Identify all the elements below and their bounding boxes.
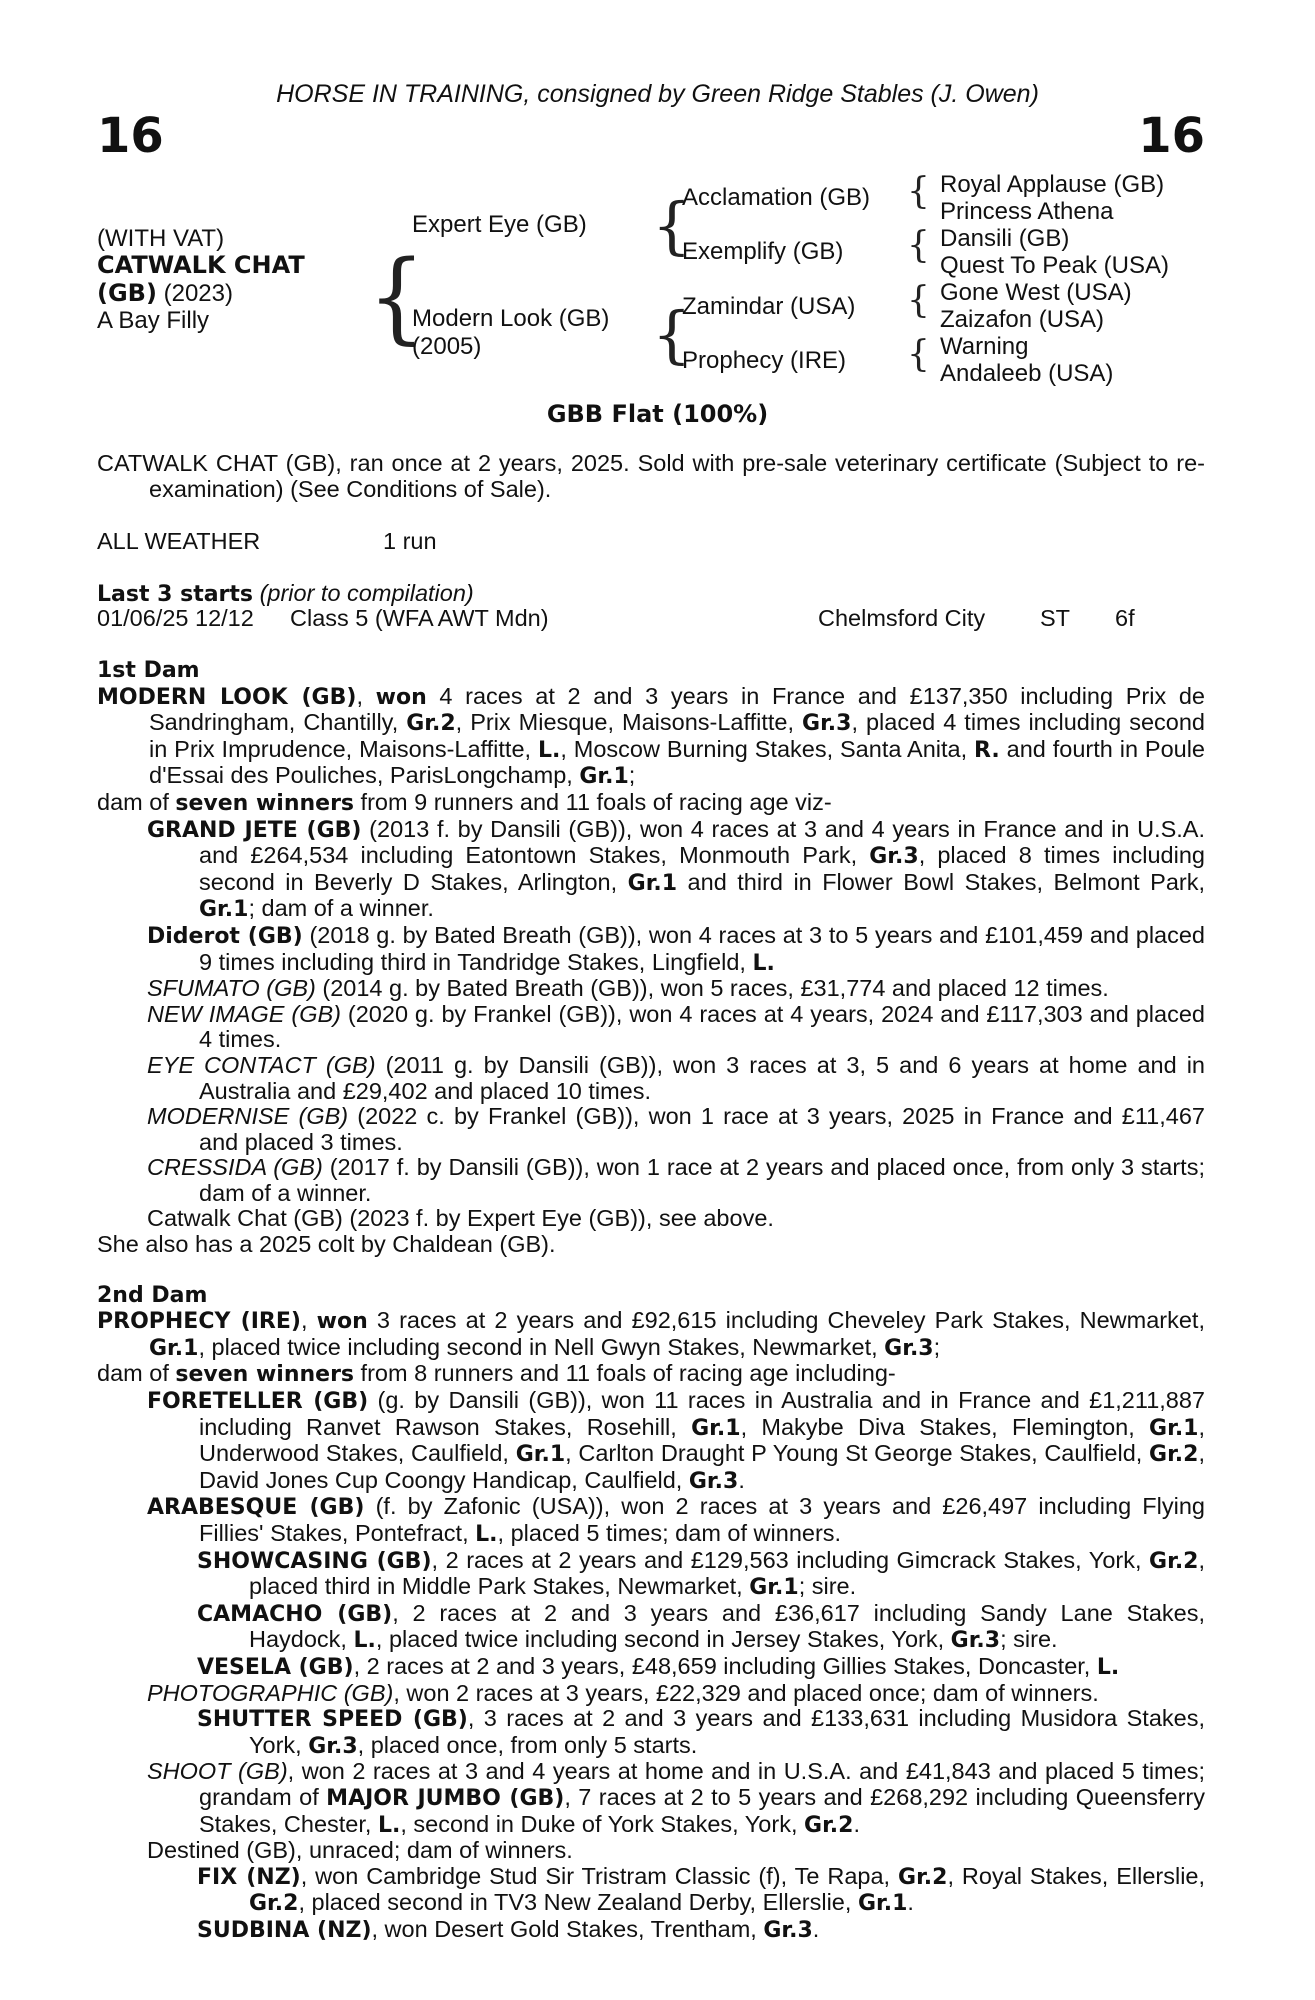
last-starts-heading: Last 3 starts (prior to compilation) (97, 580, 474, 607)
second-dam-grandfoal: SHOWCASING (GB), 2 races at 2 years and £129,563 including Gimcrack Stakes, York, Gr.2, placed third in Middle Park Stakes, Newmarket, Gr.1; sire. (197, 1546, 1206, 1601)
second-dam-record: PROPHECY (IRE), won 3 races at 2 years and £92,615 including Cheveley Park Stakes, Newmarket, Gr.1, placed twice including second in Nell Gwyn Stakes, Newmarket, Gr.3; (97, 1307, 1205, 1361)
first-dam-record: MODERN LOOK (GB), won 4 races at 2 and 3 years in France and £137,350 including Prix de Sandringham, Chantilly, Gr.2, Prix Miesque, Maisons-Laffitte, Gr.3, placed 4 times including second in Prix Imprudence, Maisons-Laffitte, L., Moscow Burning Stakes, Santa Anita, R. and fourth in Poule d'Essai des Pouliches, ParisLongchamp, Gr.1; (97, 682, 1206, 790)
second-dam-grandfoal: SHUTTER SPEED (GB), 3 races at 2 and 3 years and £133,631 including Musidora Stakes, York, Gr.3, placed once, from only 5 starts. (197, 1705, 1205, 1759)
first-dam-produce-summary: dam of seven winners from 9 runners and 11 foals of racing age viz- (97, 788, 832, 816)
second-dam-foal: ARABESQUE (GB) (f. by Zafonic (USA)), won 2 races at 3 years and £26,497 including Flying Fillies' Stakes, Pontefract, L., placed 5 times; dam of winners. (147, 1493, 1205, 1547)
first-dam-foal: GRAND JETE (GB) (2013 f. by Dansili (GB)), won 4 races at 3 and 4 years in France and in U.S.A. and £264,534 including Eatontown Stakes, Monmouth Park, Gr.3, placed 8 times including second in Beverly D Stakes, Arlington, Gr.1 and third in Flower Bowl Stakes, Belmont Park, Gr.1; dam of a winner. (147, 815, 1205, 923)
first-dam-foal: MODERNISE (GB) (2022 c. by Frankel (GB)), won 1 race at 3 years, 2025 in France and £11,467 and placed 3 times. (147, 1103, 1205, 1155)
pedigree-brace-sire: { (652, 189, 692, 262)
pedigree-brace-g3-2: { (907, 225, 930, 266)
pedigree-dam: Modern Look (GB) (412, 305, 610, 332)
pedigree-gen3-4: Quest To Peak (USA) (940, 252, 1169, 279)
second-dam-foal: PHOTOGRAPHIC (GB), won 2 races at 3 years, £22,329 and placed once; dam of winners. (147, 1679, 1099, 1706)
race-summary: CATWALK CHAT (GB), ran once at 2 years, 2025. Sold with pre-sale veterinary certificate (Subject to re-examination) (See Conditions of Sale). (97, 450, 1205, 502)
last-start-date: 01/06/25 12/12 (97, 605, 254, 631)
first-dam-also: She also has a 2025 colt by Chaldean (GB). (97, 1231, 556, 1258)
last-start-course: Chelmsford City (818, 605, 986, 631)
pedigree-gen3-6: Zaizafon (USA) (940, 306, 1105, 333)
pedigree-brace-dam: { (652, 298, 692, 371)
pedigree-gen3-5: Gone West (USA) (940, 279, 1132, 306)
last-start-going: ST (1040, 605, 1071, 631)
horse-name: CATWALK CHAT (97, 251, 305, 279)
summary-block (97, 451, 1205, 502)
first-dam-foal: Catwalk Chat (GB) (2023 f. by Expert Eye (GB)), see above. (147, 1205, 774, 1232)
pedigree-dam-year: (2005) (412, 333, 482, 360)
first-dam-foal: CRESSIDA (GB) (2017 f. by Dansili (GB)), won 1 race at 2 years and placed once, from only 3 starts; dam of a winner. (147, 1154, 1205, 1206)
vat-note: (WITH VAT) (97, 225, 225, 252)
horse-description: A Bay Filly (97, 307, 210, 334)
pedigree-gen3-2: Princess Athena (940, 198, 1114, 225)
first-dam-foal: EYE CONTACT (GB) (2011 g. by Dansili (GB)), won 3 races at 3, 5 and 6 years at home and in Australia and £29,402 and placed 10 times. (147, 1051, 1205, 1104)
lot-number-left: 16 (97, 108, 164, 164)
last-start-race: Class 5 (WFA AWT Mdn) (290, 605, 549, 631)
family-block (97, 658, 1205, 1944)
first-dam-foal: NEW IMAGE (GB) (2020 g. by Frankel (GB)), won 4 races at 4 years, 2024 and £117,303 and placed 4 times. (147, 1000, 1205, 1053)
pedigree-brace-main: { (368, 239, 426, 356)
pedigree-gen3-1: Royal Applause (GB) (940, 171, 1165, 198)
pedigree-brace-g3-3: { (907, 280, 930, 321)
pedigree-gen2-2: Exemplify (GB) (682, 238, 844, 265)
first-dam-foal: SFUMATO (GB) (2014 g. by Bated Breath (GB)), won 5 races, £31,774 and placed 12 times. (147, 975, 1109, 1002)
all-weather-value: 1 run (383, 528, 437, 554)
second-dam-grandfoal: SUDBINA (NZ), won Desert Gold Stakes, Trentham, Gr.3. (197, 1915, 820, 1943)
second-dam-foal: SHOOT (GB), won 2 races at 3 and 4 years at home and in U.S.A. and £41,843 and placed 5 times; grandam of MAJOR JUMBO (GB), 7 races at 2 to 5 years and £268,292 including Queensferry Stakes, Chester, L., second in Duke of York Stakes, York, Gr.2. (147, 1758, 1206, 1838)
second-dam-foal: Destined (GB), unraced; dam of winners. (147, 1837, 573, 1864)
all-weather-label: ALL WEATHER (97, 528, 261, 554)
consignment-header: HORSE IN TRAINING, consigned by Green Ridge Stables (J. Owen) (276, 80, 1039, 108)
horse-origin-year: (GB) (2023) (97, 279, 233, 307)
pedigree-gen2-3: Zamindar (USA) (682, 293, 856, 320)
pedigree-brace-g3-4: { (907, 334, 930, 375)
pedigree-gen2-4: Prophecy (IRE) (682, 347, 847, 374)
pedigree-gen3-7: Warning (940, 333, 1029, 360)
gbb-rating: GBB Flat (100%) (546, 400, 769, 428)
pedigree-sire: Expert Eye (GB) (412, 211, 587, 238)
lot-number-right: 16 (1138, 108, 1205, 164)
last-start-distance: 6f (1115, 605, 1135, 631)
pedigree-gen2-1: Acclamation (GB) (682, 184, 871, 211)
pedigree-gen3-3: Dansili (GB) (940, 225, 1070, 252)
first-dam-foal: Diderot (GB) (2018 g. by Bated Breath (GB)), won 4 races at 3 to 5 years and £101,459 and placed 9 times including third in Tandridge Stakes, Lingfield, L. (147, 921, 1205, 976)
second-dam-grandfoal: CAMACHO (GB), 2 races at 2 and 3 years and £36,617 including Sandy Lane Stakes, Haydock, L., placed twice including second in Jersey Stakes, York, Gr.3; sire. (197, 1599, 1205, 1654)
second-dam-heading: 2nd Dam (97, 1282, 208, 1308)
pedigree-brace-g3-1: { (907, 171, 930, 212)
second-dam-grandfoal: FIX (NZ), won Cambridge Stud Sir Tristram Classic (f), Te Rapa, Gr.2, Royal Stakes, Ellerslie, Gr.2, placed second in TV3 New Zealand Derby, Ellerslie, Gr.1. (197, 1862, 1206, 1917)
first-dam-heading: 1st Dam (97, 658, 200, 683)
pedigree-gen3-8: Andaleeb (USA) (940, 360, 1114, 387)
second-dam-produce-summary: dam of seven winners from 8 runners and 11 foals of racing age including- (97, 1360, 896, 1388)
second-dam-grandfoal: VESELA (GB), 2 races at 2 and 3 years, £48,659 including Gillies Stakes, Doncaster, L. (197, 1652, 1120, 1680)
second-dam-foal: FORETELLER (GB) (g. by Dansili (GB)), won 11 races in Australia and in France and £1,211,887 including Ranvet Rawson Stakes, Rosehill, Gr.1, Makybe Diva Stakes, Flemington, Gr.1, Underwood Stakes, Caulfield, Gr.1, Carlton Draught P Young St George Stakes, Caulfield, Gr.2, David Jones Cup Coongy Handicap, Caulfield, Gr.3. (147, 1387, 1206, 1494)
